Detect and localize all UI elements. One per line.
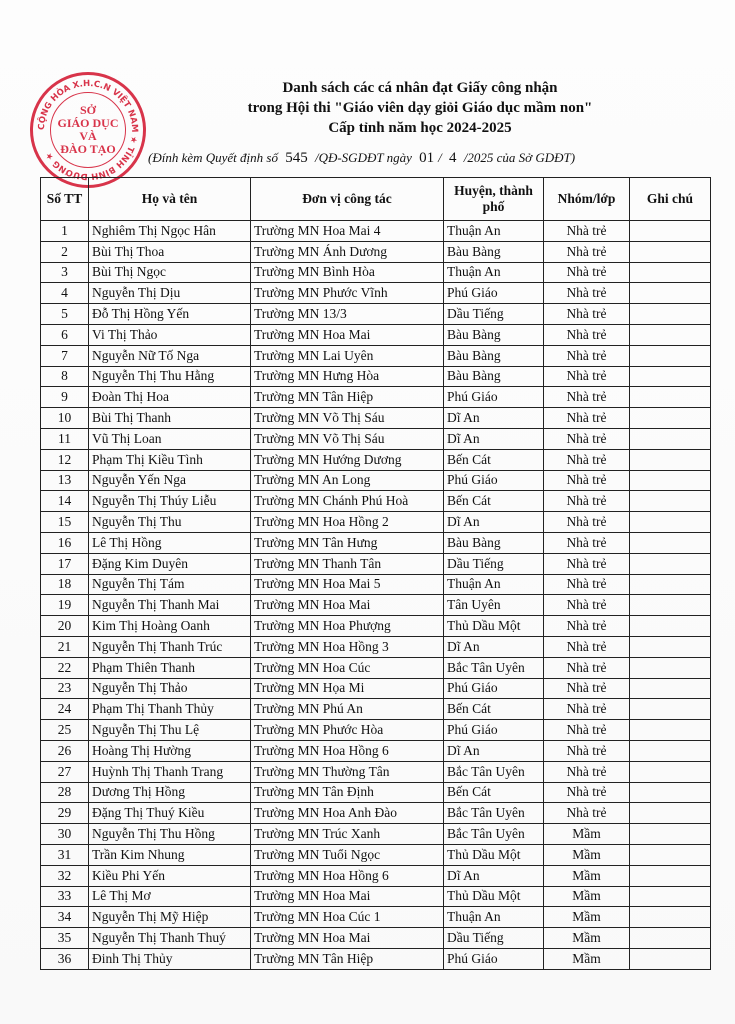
cell-unit: Trường MN 13/3 xyxy=(251,304,444,325)
cell-stt: 23 xyxy=(41,678,89,699)
table-body xyxy=(41,221,711,970)
cell-name: Huỳnh Thị Thanh Trang xyxy=(89,761,251,782)
cell-name: Đoàn Thị Hoa xyxy=(89,387,251,408)
cell-stt: 11 xyxy=(41,428,89,449)
cell-district: Bàu Bàng xyxy=(444,324,544,345)
cell-stt: 2 xyxy=(41,241,89,262)
cell-unit: Trường MN Thanh Tân xyxy=(251,553,444,574)
table-row xyxy=(41,262,711,283)
cell-note xyxy=(630,491,711,512)
cell-district: Bắc Tân Uyên xyxy=(444,803,544,824)
cell-name: Nguyễn Yến Nga xyxy=(89,470,251,491)
cell-stt: 34 xyxy=(41,907,89,928)
cell-stt: 18 xyxy=(41,574,89,595)
cell-stt: 13 xyxy=(41,470,89,491)
seal-ring xyxy=(33,75,143,185)
cell-unit: Trường MN Tuổi Ngọc xyxy=(251,844,444,865)
attachment-note: (Đính kèm Quyết định số 545 /QĐ-SGDĐT ngày 01 / 4 /2025 của Sở GDĐT) xyxy=(148,150,576,166)
cell-district: Bàu Bàng xyxy=(444,345,544,366)
cell-district: Thuận An xyxy=(444,574,544,595)
cell-group: Nhà trẻ xyxy=(544,345,630,366)
cell-district: Thủ Dầu Một xyxy=(444,844,544,865)
cell-district: Phú Giáo xyxy=(444,678,544,699)
cell-group: Nhà trẻ xyxy=(544,532,630,553)
table-row xyxy=(41,616,711,637)
cell-district: Thuận An xyxy=(444,262,544,283)
cell-district: Dầu Tiếng xyxy=(444,553,544,574)
cell-note xyxy=(630,699,711,720)
cell-district: Thuận An xyxy=(444,221,544,242)
awardee-table xyxy=(40,177,711,970)
cell-stt: 24 xyxy=(41,699,89,720)
cell-note xyxy=(630,761,711,782)
cell-note xyxy=(630,886,711,907)
cell-group: Nhà trẻ xyxy=(544,283,630,304)
cell-district: Bến Cát xyxy=(444,449,544,470)
cell-note xyxy=(630,428,711,449)
cell-stt: 16 xyxy=(41,532,89,553)
cell-unit: Trường MN Ánh Dương xyxy=(251,241,444,262)
cell-name: Vũ Thị Loan xyxy=(89,428,251,449)
cell-stt: 8 xyxy=(41,366,89,387)
cell-note xyxy=(630,366,711,387)
cell-name: Nguyễn Thị Thảo xyxy=(89,678,251,699)
cell-unit: Trường MN Hoa Cúc 1 xyxy=(251,907,444,928)
cell-unit: Trường MN Tân Hiệp xyxy=(251,387,444,408)
cell-district: Dĩ An xyxy=(444,428,544,449)
cell-stt: 1 xyxy=(41,221,89,242)
cell-district: Bàu Bàng xyxy=(444,241,544,262)
decision-month: 4 xyxy=(449,150,457,166)
cell-stt: 27 xyxy=(41,761,89,782)
table-row xyxy=(41,345,711,366)
cell-note xyxy=(630,616,711,637)
cell-name: Lê Thị Mơ xyxy=(89,886,251,907)
cell-unit: Trường MN Hoa Phượng xyxy=(251,616,444,637)
seal-line-2: GIÁO DỤC xyxy=(57,116,119,130)
table-row xyxy=(41,283,711,304)
cell-unit: Trường MN Chánh Phú Hoà xyxy=(251,491,444,512)
cell-note xyxy=(630,221,711,242)
table-header-row xyxy=(41,178,711,221)
cell-name: Nghiêm Thị Ngọc Hân xyxy=(89,221,251,242)
cell-note xyxy=(630,387,711,408)
cell-unit: Trường MN Phước Vĩnh xyxy=(251,283,444,304)
cell-stt: 21 xyxy=(41,636,89,657)
cell-unit: Trường MN Hưng Hòa xyxy=(251,366,444,387)
header-note: Ghi chú xyxy=(630,178,711,221)
cell-unit: Trường MN Hướng Dương xyxy=(251,449,444,470)
cell-name: Nguyễn Thị Mỹ Hiệp xyxy=(89,907,251,928)
cell-stt: 25 xyxy=(41,720,89,741)
cell-name: Vi Thị Thảo xyxy=(89,324,251,345)
cell-unit: Trường MN Hoa Mai xyxy=(251,886,444,907)
cell-unit: Trường MN Hoa Hồng 6 xyxy=(251,865,444,886)
cell-district: Bàu Bàng xyxy=(444,532,544,553)
cell-district: Bến Cát xyxy=(444,699,544,720)
official-seal xyxy=(30,72,146,188)
cell-group: Nhà trẻ xyxy=(544,803,630,824)
cell-name: Nguyễn Thị Thu Lệ xyxy=(89,720,251,741)
table-row xyxy=(41,470,711,491)
cell-group: Nhà trẻ xyxy=(544,470,630,491)
cell-group: Nhà trẻ xyxy=(544,512,630,533)
table-row xyxy=(41,221,711,242)
cell-unit: Trường MN Hoa Mai 5 xyxy=(251,574,444,595)
seal-line-4: ĐÀO TẠO xyxy=(60,142,116,156)
cell-name: Bùi Thị Thanh xyxy=(89,408,251,429)
cell-unit: Trường MN Hoa Mai xyxy=(251,928,444,949)
cell-stt: 15 xyxy=(41,512,89,533)
cell-group: Nhà trẻ xyxy=(544,262,630,283)
seal-line-3: VÀ xyxy=(79,129,97,143)
cell-name: Nguyễn Thị Dịu xyxy=(89,283,251,304)
table-row xyxy=(41,907,711,928)
cell-group: Nhà trẻ xyxy=(544,221,630,242)
cell-note xyxy=(630,678,711,699)
cell-name: Nguyễn Thị Tám xyxy=(89,574,251,595)
cell-unit: Trường MN Hoa Hồng 2 xyxy=(251,512,444,533)
table-row xyxy=(41,532,711,553)
cell-name: Đặng Thị Thuý Kiều xyxy=(89,803,251,824)
header-name: Họ và tên xyxy=(89,178,251,221)
cell-note xyxy=(630,720,711,741)
cell-name: Nguyễn Thị Thúy Liễu xyxy=(89,491,251,512)
table-row xyxy=(41,574,711,595)
cell-name: Phạm Thị Thanh Thủy xyxy=(89,699,251,720)
table-row xyxy=(41,387,711,408)
cell-group: Nhà trẻ xyxy=(544,595,630,616)
header-stt: Số TT xyxy=(41,178,89,221)
cell-group: Nhà trẻ xyxy=(544,740,630,761)
cell-stt: 28 xyxy=(41,782,89,803)
table-row xyxy=(41,428,711,449)
cell-district: Bến Cát xyxy=(444,491,544,512)
cell-note xyxy=(630,553,711,574)
cell-unit: Trường MN Thường Tân xyxy=(251,761,444,782)
header-district: Huyện, thành phố xyxy=(444,178,544,221)
table-row xyxy=(41,699,711,720)
cell-district: Bắc Tân Uyên xyxy=(444,824,544,845)
cell-name: Phạm Thiên Thanh xyxy=(89,657,251,678)
table-row xyxy=(41,241,711,262)
cell-group: Mầm xyxy=(544,844,630,865)
title-line-1: Danh sách các cá nhân đạt Giấy công nhận xyxy=(282,80,558,96)
cell-unit: Trường MN Phước Hòa xyxy=(251,720,444,741)
cell-name: Kim Thị Hoàng Oanh xyxy=(89,616,251,637)
cell-unit: Trường MN Họa Mi xyxy=(251,678,444,699)
cell-stt: 17 xyxy=(41,553,89,574)
cell-district: Dĩ An xyxy=(444,408,544,429)
cell-note xyxy=(630,844,711,865)
cell-note xyxy=(630,803,711,824)
cell-group: Nhà trẻ xyxy=(544,678,630,699)
cell-name: Nguyễn Thị Thanh Mai xyxy=(89,595,251,616)
cell-district: Phú Giáo xyxy=(444,283,544,304)
cell-name: Nguyễn Nữ Tố Nga xyxy=(89,345,251,366)
cell-stt: 32 xyxy=(41,865,89,886)
cell-note xyxy=(630,262,711,283)
cell-stt: 9 xyxy=(41,387,89,408)
cell-group: Mầm xyxy=(544,886,630,907)
table-row xyxy=(41,740,711,761)
cell-note xyxy=(630,907,711,928)
cell-group: Nhà trẻ xyxy=(544,304,630,325)
cell-unit: Trường MN Hoa Mai 4 xyxy=(251,221,444,242)
cell-note xyxy=(630,948,711,969)
cell-name: Dương Thị Hồng xyxy=(89,782,251,803)
cell-unit: Trường MN Bình Hòa xyxy=(251,262,444,283)
cell-note xyxy=(630,532,711,553)
cell-stt: 10 xyxy=(41,408,89,429)
cell-unit: Trường MN Hoa Cúc xyxy=(251,657,444,678)
cell-group: Nhà trẻ xyxy=(544,657,630,678)
cell-group: Nhà trẻ xyxy=(544,241,630,262)
table-row xyxy=(41,782,711,803)
cell-district: Dầu Tiếng xyxy=(444,928,544,949)
cell-stt: 26 xyxy=(41,740,89,761)
table-row xyxy=(41,678,711,699)
cell-stt: 31 xyxy=(41,844,89,865)
table-row xyxy=(41,720,711,741)
decision-code: /QĐ-SGDĐT ngày xyxy=(314,150,412,165)
cell-district: Dĩ An xyxy=(444,865,544,886)
cell-name: Bùi Thị Thoa xyxy=(89,241,251,262)
cell-stt: 5 xyxy=(41,304,89,325)
cell-note xyxy=(630,824,711,845)
cell-district: Thủ Dầu Một xyxy=(444,616,544,637)
cell-district: Bắc Tân Uyên xyxy=(444,761,544,782)
cell-unit: Trường MN Trúc Xanh xyxy=(251,824,444,845)
cell-unit: Trường MN Hoa Anh Đào xyxy=(251,803,444,824)
attach-suffix: /2025 của Sở GDĐT) xyxy=(463,150,576,165)
document-title xyxy=(150,78,690,138)
cell-name: Phạm Thị Kiều Tình xyxy=(89,449,251,470)
cell-group: Nhà trẻ xyxy=(544,491,630,512)
cell-stt: 30 xyxy=(41,824,89,845)
cell-note xyxy=(630,241,711,262)
cell-group: Mầm xyxy=(544,928,630,949)
cell-district: Tân Uyên xyxy=(444,595,544,616)
cell-district: Bắc Tân Uyên xyxy=(444,657,544,678)
cell-district: Phú Giáo xyxy=(444,948,544,969)
cell-stt: 35 xyxy=(41,928,89,949)
cell-unit: Trường MN Tân Định xyxy=(251,782,444,803)
cell-name: Trần Kim Nhung xyxy=(89,844,251,865)
cell-group: Nhà trẻ xyxy=(544,636,630,657)
svg-text:CỘNG HÒA X.H.C.N VIỆT NAM ★: CỘNG HÒA X.H.C.N VIỆT NAM ★ TỈNH BÌNH DƯƠNG ★ xyxy=(36,78,140,182)
cell-name: Nguyễn Thị Thu Hằng xyxy=(89,366,251,387)
cell-district: Phú Giáo xyxy=(444,387,544,408)
cell-note xyxy=(630,740,711,761)
table-row xyxy=(41,595,711,616)
table-row xyxy=(41,824,711,845)
cell-group: Nhà trẻ xyxy=(544,782,630,803)
cell-name: Nguyễn Thị Thanh Thuý xyxy=(89,928,251,949)
seal-line-1: SỞ xyxy=(79,103,96,117)
cell-name: Đặng Kim Duyên xyxy=(89,553,251,574)
cell-district: Bàu Bàng xyxy=(444,366,544,387)
title-line-2: trong Hội thi "Giáo viên dạy giỏi Giáo dục mầm non" xyxy=(247,100,593,116)
cell-name: Hoàng Thị Hường xyxy=(89,740,251,761)
cell-stt: 33 xyxy=(41,886,89,907)
cell-note xyxy=(630,304,711,325)
cell-stt: 20 xyxy=(41,616,89,637)
header-unit: Đơn vị công tác xyxy=(251,178,444,221)
cell-stt: 36 xyxy=(41,948,89,969)
cell-district: Thuận An xyxy=(444,907,544,928)
table-row xyxy=(41,844,711,865)
cell-unit: Trường MN An Long xyxy=(251,470,444,491)
table-row xyxy=(41,512,711,533)
cell-stt: 6 xyxy=(41,324,89,345)
table-row xyxy=(41,948,711,969)
decision-day: 01 xyxy=(419,150,435,166)
attach-prefix: (Đính kèm Quyết định số xyxy=(148,150,278,165)
cell-name: Nguyễn Thị Thanh Trúc xyxy=(89,636,251,657)
cell-note xyxy=(630,283,711,304)
cell-group: Nhà trẻ xyxy=(544,699,630,720)
cell-unit: Trường MN Tân Hưng xyxy=(251,532,444,553)
table-row xyxy=(41,366,711,387)
table-row xyxy=(41,553,711,574)
cell-name: Nguyễn Thị Thu xyxy=(89,512,251,533)
cell-note xyxy=(630,324,711,345)
cell-group: Nhà trẻ xyxy=(544,428,630,449)
table-row xyxy=(41,636,711,657)
cell-unit: Trường MN Lai Uyên xyxy=(251,345,444,366)
table-row xyxy=(41,865,711,886)
cell-group: Nhà trẻ xyxy=(544,366,630,387)
cell-district: Dĩ An xyxy=(444,740,544,761)
cell-name: Lê Thị Hồng xyxy=(89,532,251,553)
cell-note xyxy=(630,512,711,533)
cell-unit: Trường MN Hoa Hồng 6 xyxy=(251,740,444,761)
cell-name: Đinh Thị Thủy xyxy=(89,948,251,969)
cell-stt: 19 xyxy=(41,595,89,616)
cell-note xyxy=(630,657,711,678)
cell-name: Nguyễn Thị Thu Hồng xyxy=(89,824,251,845)
cell-unit: Trường MN Võ Thị Sáu xyxy=(251,408,444,429)
cell-unit: Trường MN Phú An xyxy=(251,699,444,720)
cell-stt: 22 xyxy=(41,657,89,678)
table-row xyxy=(41,408,711,429)
table-row xyxy=(41,803,711,824)
cell-group: Mầm xyxy=(544,824,630,845)
decision-number: 545 xyxy=(285,150,308,166)
cell-district: Dầu Tiếng xyxy=(444,304,544,325)
cell-district: Thủ Dầu Một xyxy=(444,886,544,907)
cell-note xyxy=(630,595,711,616)
cell-stt: 14 xyxy=(41,491,89,512)
cell-district: Bến Cát xyxy=(444,782,544,803)
cell-group: Nhà trẻ xyxy=(544,387,630,408)
cell-name: Bùi Thị Ngọc xyxy=(89,262,251,283)
cell-unit: Trường MN Hoa Mai xyxy=(251,595,444,616)
cell-group: Nhà trẻ xyxy=(544,449,630,470)
table-row xyxy=(41,449,711,470)
cell-district: Phú Giáo xyxy=(444,720,544,741)
cell-group: Nhà trẻ xyxy=(544,553,630,574)
table-row xyxy=(41,491,711,512)
cell-stt: 12 xyxy=(41,449,89,470)
cell-name: Kiều Phi Yến xyxy=(89,865,251,886)
cell-note xyxy=(630,928,711,949)
table-row xyxy=(41,304,711,325)
table-row xyxy=(41,928,711,949)
cell-note xyxy=(630,470,711,491)
cell-note xyxy=(630,865,711,886)
cell-group: Mầm xyxy=(544,865,630,886)
cell-note xyxy=(630,574,711,595)
cell-group: Nhà trẻ xyxy=(544,324,630,345)
title-line-3: Cấp tỉnh năm học 2024-2025 xyxy=(328,120,512,136)
cell-note xyxy=(630,636,711,657)
cell-unit: Trường MN Võ Thị Sáu xyxy=(251,428,444,449)
cell-note xyxy=(630,449,711,470)
cell-stt: 7 xyxy=(41,345,89,366)
cell-group: Nhà trẻ xyxy=(544,616,630,637)
table-row xyxy=(41,324,711,345)
cell-group: Nhà trẻ xyxy=(544,408,630,429)
cell-stt: 3 xyxy=(41,262,89,283)
cell-name: Đỗ Thị Hồng Yến xyxy=(89,304,251,325)
cell-district: Dĩ An xyxy=(444,512,544,533)
cell-unit: Trường MN Hoa Hồng 3 xyxy=(251,636,444,657)
cell-unit: Trường MN Hoa Mai xyxy=(251,324,444,345)
header-group: Nhóm/lớp xyxy=(544,178,630,221)
cell-district: Phú Giáo xyxy=(444,470,544,491)
cell-group: Nhà trẻ xyxy=(544,761,630,782)
cell-district: Dĩ An xyxy=(444,636,544,657)
cell-group: Mầm xyxy=(544,948,630,969)
cell-group: Mầm xyxy=(544,907,630,928)
cell-stt: 4 xyxy=(41,283,89,304)
table-row xyxy=(41,886,711,907)
cell-note xyxy=(630,782,711,803)
table-row xyxy=(41,761,711,782)
cell-unit: Trường MN Tân Hiệp xyxy=(251,948,444,969)
cell-group: Nhà trẻ xyxy=(544,720,630,741)
cell-note xyxy=(630,408,711,429)
cell-group: Nhà trẻ xyxy=(544,574,630,595)
cell-stt: 29 xyxy=(41,803,89,824)
table-row xyxy=(41,657,711,678)
cell-note xyxy=(630,345,711,366)
